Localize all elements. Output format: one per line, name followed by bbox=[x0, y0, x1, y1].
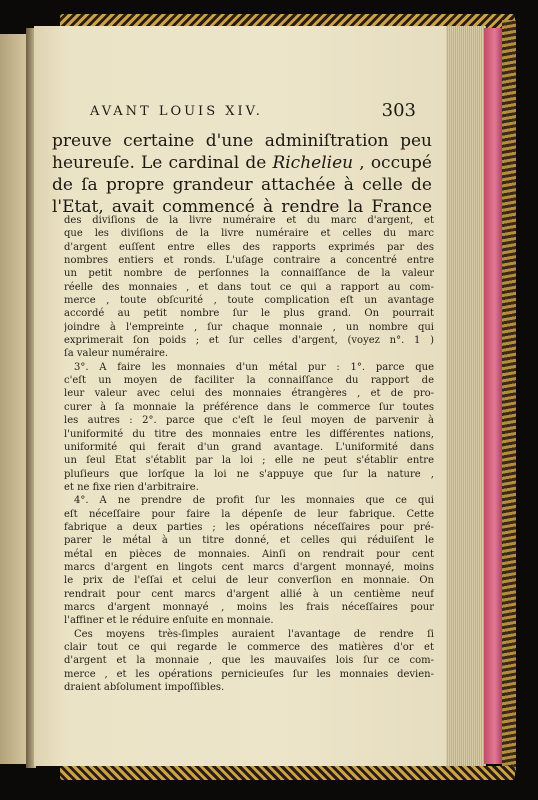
italic-name: Richelieu bbox=[272, 153, 354, 173]
text-line: de ſa propre grandeur attachée à celle de bbox=[52, 175, 432, 195]
footnote-line: eſt néceſſaire pour faire la dépenſe de leur fabrique. Cette bbox=[64, 508, 434, 520]
footnote-line: draient abſolument impoſſibles. bbox=[64, 682, 225, 694]
running-title: AVANT LOUIS XIV. bbox=[90, 104, 263, 119]
page-edges bbox=[446, 26, 486, 766]
footnote-line: 3°. A faire les monnaies d'un métal pur : 1°. parce que bbox=[74, 361, 434, 373]
footnote-line: exprimerait ſon poids ; et ſur celles d'argent, (voyez n°. 1 ) bbox=[64, 335, 434, 347]
footnote-line: d'argent euſſent entre elles des rapports exprimés par des bbox=[64, 241, 434, 253]
footnote-line: c'eſt un moyen de faciliter la connaiſſance du rapport de bbox=[64, 375, 434, 387]
footnote-line: 4°. A ne prendre de profit ſur les monnaies que ce qui bbox=[74, 495, 434, 507]
footnote-line: que les diviſions de la livre numéraire et celles du marc bbox=[64, 228, 434, 240]
spine-binding bbox=[502, 20, 516, 772]
text-line: preuve certaine d'une adminiſtration peu bbox=[52, 131, 432, 151]
red-page-edge bbox=[484, 28, 502, 764]
footnote-line: curer à ſa monnaie la préférence dans le commerce ſur toutes bbox=[64, 401, 434, 413]
footnote-line: leur valeur avec celui des monnaies étrangères , et de pro- bbox=[64, 388, 434, 400]
footnote-line: marcs d'argent en lingots cent marcs d'argent monnayé, moins bbox=[64, 561, 434, 573]
footnote-line: le prix de l'eſſai et celui de leur converſion en monnaie. On bbox=[64, 575, 434, 587]
footnote-line: nombres entiers et ronds. L'uſage contraire a concentré entre bbox=[64, 255, 434, 267]
footnote-line: des diviſions de la livre numéraire et du marc d'argent, et bbox=[64, 215, 434, 226]
text-line: l'Etat, avait commencé à rendre la France bbox=[52, 197, 432, 217]
footnote-line: métal en pièces de monnaies. Ainſi on rendrait pour cent bbox=[64, 548, 434, 560]
page-number: 303 bbox=[381, 100, 416, 121]
footnote-line: fabrique a deux parties ; les opérations néceſſaires pour pré- bbox=[64, 521, 434, 533]
footnote-line: clair tout ce qui regarde le commerce des matières d'or et bbox=[64, 642, 434, 653]
text-line bbox=[52, 152, 432, 174]
cover-bottom-edge bbox=[60, 766, 515, 780]
footnote-line: l'uniformité du titre des monnaies entre les différentes nations, bbox=[64, 428, 434, 440]
footnote-line: l'affiner et le réduire enſuite en monnaie. bbox=[64, 615, 274, 627]
page-header bbox=[90, 100, 416, 126]
footnote-line: uniformité qui ferait d'un grand avantage. L'uniformité dans bbox=[64, 441, 434, 453]
footnote-line: merce , et les opérations pernicieuſes ſur les monnaies devien- bbox=[64, 668, 434, 680]
footnote-line: joindre à l'empreinte , ſur chaque monnaie , un nombre qui bbox=[64, 321, 434, 333]
footnote-line: réelle des monnaies , et dans tout ce qui a rapport au com- bbox=[64, 281, 434, 293]
text-segment: heureuſe. Le cardinal de Richelieu , occupé bbox=[52, 153, 432, 173]
footnote-line: pluſieurs que lorſque la loi ne s'appuye que ſur la nature , bbox=[64, 468, 434, 480]
footnote-line: rendrait pour cent marcs d'argent allié à un centième neuf bbox=[64, 588, 434, 600]
footnote-line: parer le métal à un titre donné, et celles qui réduiſent le bbox=[64, 535, 434, 547]
footnote-line: et ne fixe rien d'arbitraire. bbox=[64, 481, 199, 493]
footnote-line: marcs d'argent monnayé , moins les frais néceſſaires pour bbox=[64, 601, 434, 613]
footnote-line: un petit nombre de perſonnes la connaiſſance de la valeur bbox=[64, 268, 434, 280]
footnote-line: un ſeul Etat s'établit par la loi ; elle ne peut s'établir entre bbox=[64, 455, 434, 467]
footnote-line: d'argent et la monnaie , que les mauvaiſes lois ſur ce com- bbox=[64, 655, 434, 667]
main-text bbox=[52, 130, 432, 218]
footnote-line: ſa valeur numéraire. bbox=[64, 348, 169, 360]
footnote-line: Ces moyens très-ſimples auraient l'avantage de rendre ſi bbox=[74, 628, 434, 640]
footnote-text bbox=[64, 214, 434, 694]
footnote-line: merce , toute obſcurité , toute complication eſt un avantage bbox=[64, 295, 434, 307]
footnote-line: accordé au petit nombre ſur le plus grand. On pourrait bbox=[64, 308, 434, 320]
footnote-line: les autres : 2°. parce que c'eſt le ſeul moyen de parvenir à bbox=[64, 415, 434, 427]
